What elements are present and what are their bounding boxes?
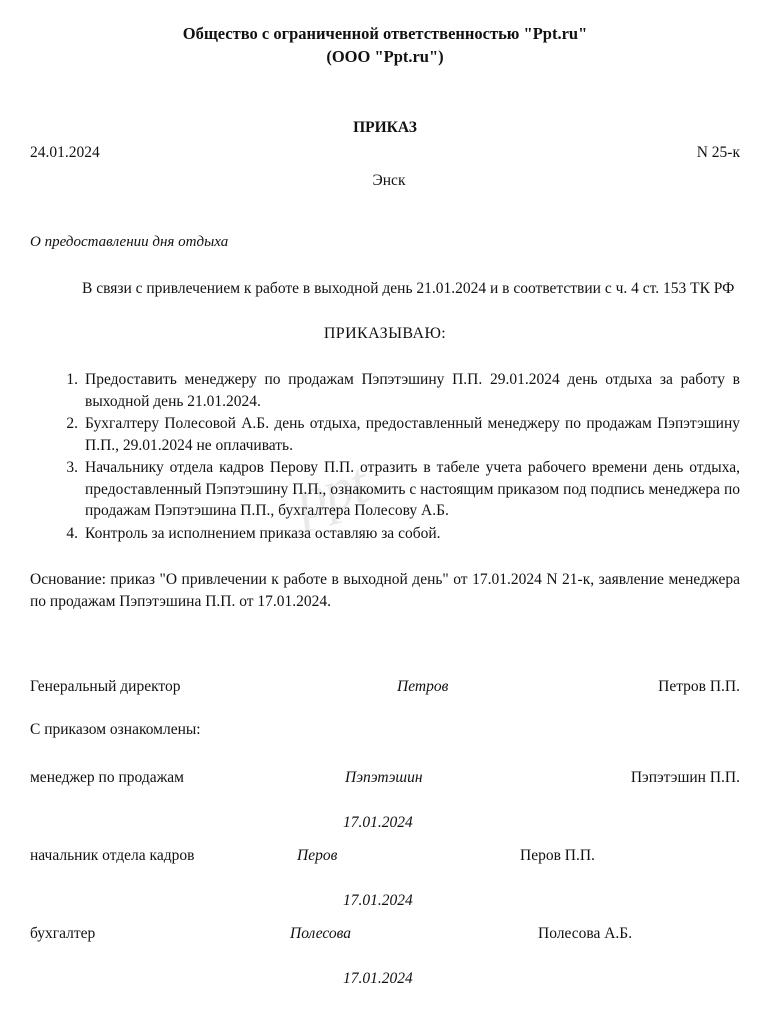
order-item-text: Контроль за исполнением приказа оставляю за собой. <box>85 524 441 542</box>
acknowledgement-role: менеджер по продажам <box>30 769 184 786</box>
basis-paragraph: Основание: приказ "О привлечении к работе в выходной день" от 17.01.2024 N 21-к, заявление менеджера по продажам Пэпэтэшина П.П. от 17.01.2024. <box>30 571 740 610</box>
order-item <box>30 457 740 522</box>
acknowledgement-row <box>0 769 770 847</box>
document-title: ПРИКАЗ <box>353 119 417 136</box>
order-item-text: Начальнику отдела кадров Перову П.П. отразить в табеле учета рабочего времени день отдыха, предоставленный Пэпэтэшину П.П., ознакомить с настоящим приказом под подпись менеджера по продажам Пэпэтэшина П.П., бухгалтера Полесову А.Б. <box>85 459 740 519</box>
acknowledgement-date: 17.01.2024 <box>343 970 413 987</box>
order-item-number: 3. <box>66 459 78 476</box>
director-signature-row <box>0 678 770 700</box>
acknowledgement-role: начальник отдела кадров <box>30 847 195 864</box>
order-keyword: ПРИКАЗЫВАЮ: <box>323 325 447 342</box>
order-item-number: 2. <box>66 415 78 432</box>
acknowledgement-date: 17.01.2024 <box>343 814 413 831</box>
acknowledgement-date: 17.01.2024 <box>343 892 413 909</box>
order-item <box>30 523 740 545</box>
order-item-text: Бухгалтеру Полесовой А.Б. день отдыха, предоставленный менеджеру по продажам Пэпэтэшину П.П., 29.01.2024 не оплачивать. <box>85 415 740 454</box>
order-item-number: 1. <box>66 371 78 388</box>
acknowledgement-heading: С приказом ознакомлены: <box>30 721 201 738</box>
organization-full-name: Общество с ограниченной ответственностью "Ppt.ru" <box>182 24 588 43</box>
document-number: N 25-к <box>696 144 740 161</box>
order-item-number: 4. <box>66 524 78 542</box>
watermark: ppt <box>287 449 374 533</box>
organization-short-name: (ООО "Ppt.ru") <box>326 47 444 66</box>
document-subject: О предоставлении дня отдыха <box>30 234 229 250</box>
order-item-text: Предоставить менеджеру по продажам Пэпэтэшину П.П. 29.01.2024 день отдыха за работу в выходной день 21.01.2024. <box>85 371 740 410</box>
acknowledgement-signature: Перов <box>297 847 338 864</box>
document-date: 24.01.2024 <box>30 144 100 161</box>
acknowledgement-name: Полесова А.Б. <box>538 925 633 942</box>
order-item <box>30 369 740 412</box>
director-name: Петров П.П. <box>658 678 740 695</box>
acknowledgement-signature: Пэпэтэшин <box>345 769 423 786</box>
document-city: Энск <box>372 172 406 189</box>
organization-header <box>0 0 770 68</box>
document-meta-row <box>0 144 770 164</box>
preamble-paragraph: В связи с привлечением к работе в выходной день 21.01.2024 и в соответствии с ч. 4 ст. 153 ТК РФ <box>82 280 735 297</box>
order-items-list <box>30 369 740 544</box>
acknowledgement-row <box>0 847 770 925</box>
acknowledgement-name: Пэпэтэшин П.П. <box>630 769 740 786</box>
acknowledgement-signature: Полесова <box>290 925 351 942</box>
order-item <box>30 413 740 456</box>
acknowledgement-name: Перов П.П. <box>520 847 595 864</box>
acknowledgement-role: бухгалтер <box>30 925 96 942</box>
acknowledgement-row <box>0 925 770 1003</box>
director-role: Генеральный директор <box>30 678 181 695</box>
director-signature: Петров <box>397 678 449 695</box>
